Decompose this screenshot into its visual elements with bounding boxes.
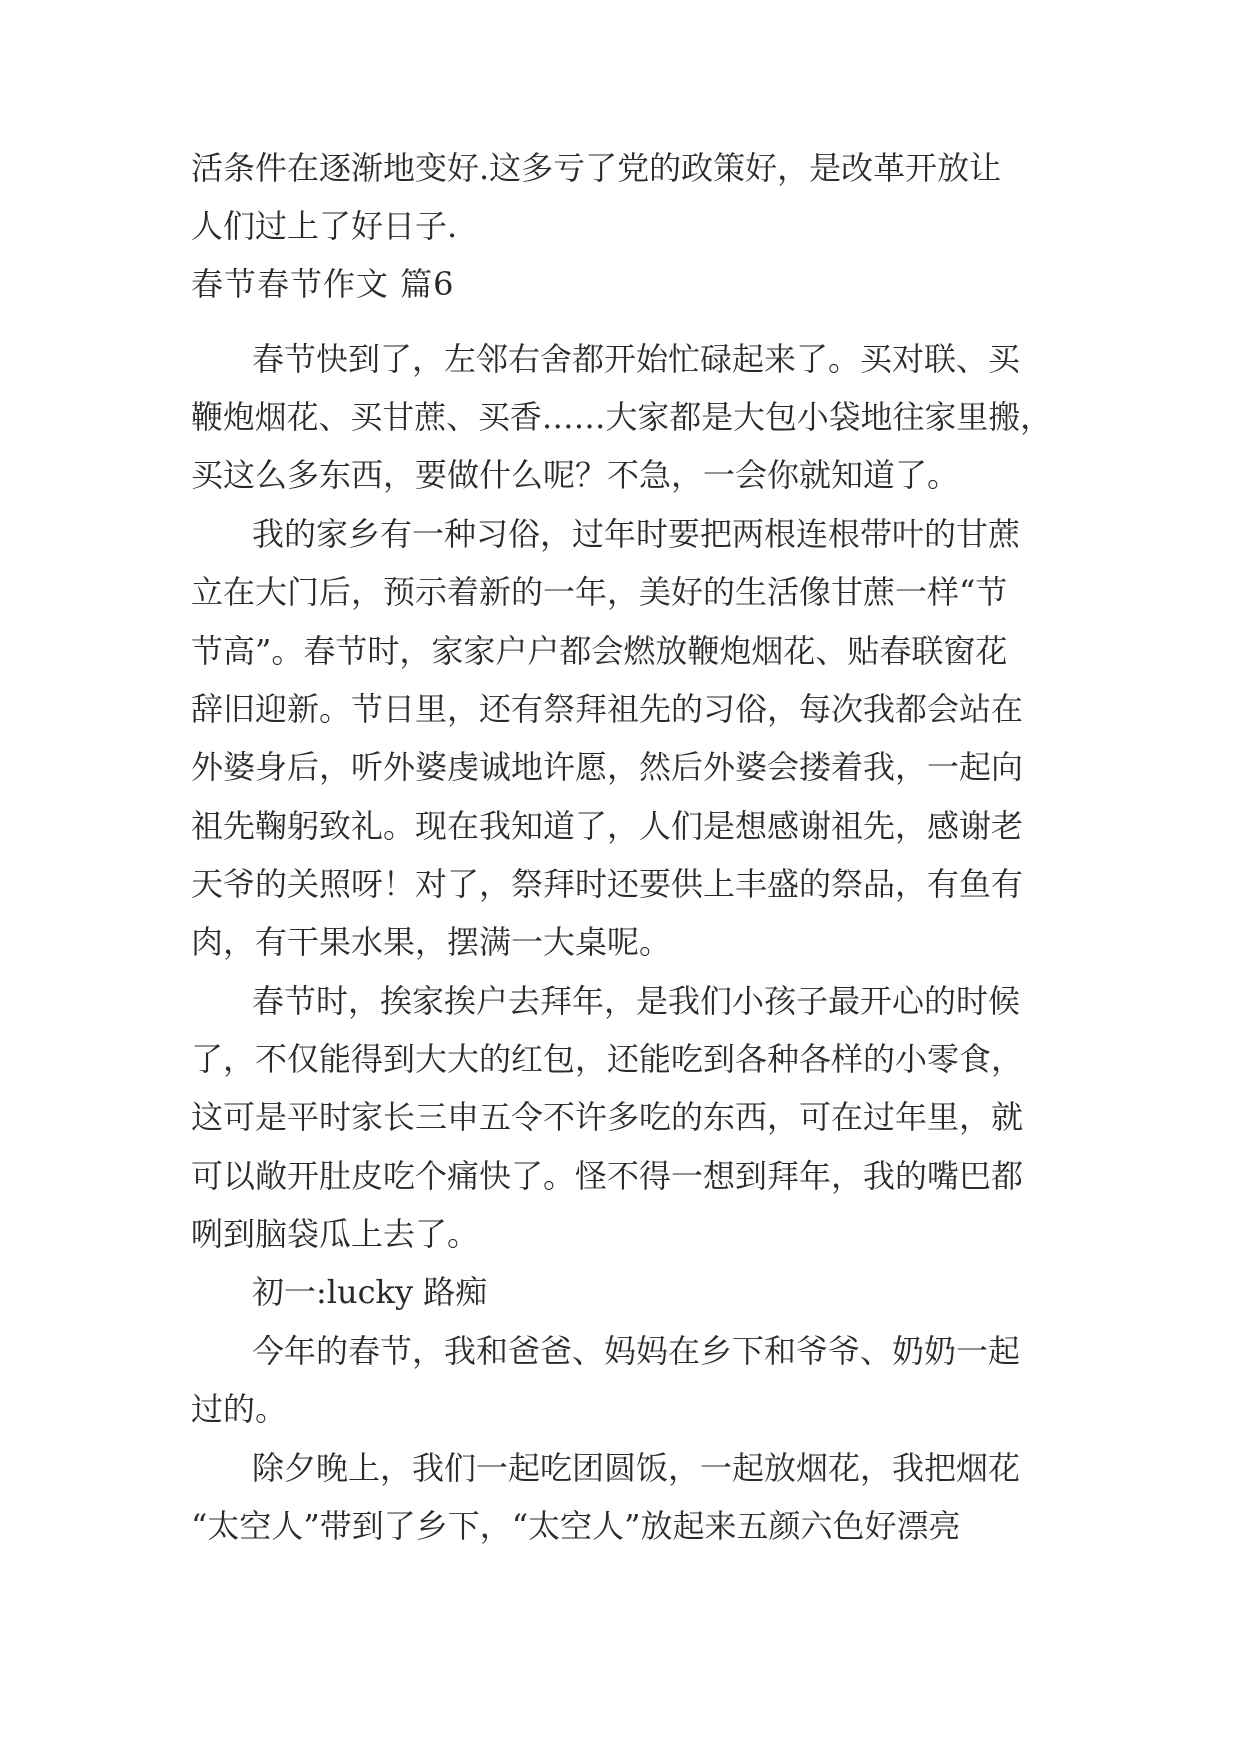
text-line: 节高”。春节时，家家户户都会燃放鞭炮烟花、贴春联窗花 (191, 632, 1008, 670)
text-line: 咧到脑袋瓜上去了。 (191, 1215, 480, 1253)
text-line: 人们过上了好日子. (191, 207, 458, 245)
text-line: 可以敞开肚皮吃个痛快了。怪不得一想到拜年，我的嘴巴都 (191, 1157, 1024, 1195)
text-line: 今年的春节，我和爸爸、妈妈在乡下和爷爷、奶奶一起 (252, 1332, 1021, 1370)
text-line: 祖先鞠躬致礼。现在我知道了，人们是想感谢祖先，感谢老 (191, 807, 1024, 845)
text-line: 肉，有干果水果，摆满一大桌呢。 (191, 923, 672, 961)
section-heading: 春节春节作文 篇6 (191, 265, 455, 303)
text-line: “太空人”带到了乡下，“太空人”放起来五颜六色好漂亮 (191, 1507, 961, 1545)
text-line: 我的家乡有一种习俗，过年时要把两根连根带叶的甘蔗 (252, 515, 1021, 553)
text-line: 天爷的关照呀！对了，祭拜时还要供上丰盛的祭品，有鱼有 (191, 865, 1024, 903)
text-line: 这可是平时家长三申五令不许多吃的东西，可在过年里，就 (191, 1098, 1024, 1136)
text-line: 鞭炮烟花、买甘蔗、买香……大家都是大包小袋地往家里搬， (191, 398, 1052, 436)
text-line: 初一:lucky 路痴 (252, 1273, 488, 1311)
text-line: 了，不仅能得到大大的红包，还能吃到各种各样的小零食， (191, 1040, 1024, 1078)
text-line: 除夕晚上，我们一起吃团圆饭，一起放烟花，我把烟花 (252, 1449, 1021, 1487)
text-line: 春节快到了，左邻右舍都开始忙碌起来了。买对联、买 (252, 340, 1021, 378)
text-line: 辞旧迎新。节日里，还有祭拜祖先的习俗，每次我都会站在 (191, 690, 1024, 728)
text-line: 春节时，挨家挨户去拜年，是我们小孩子最开心的时候 (252, 982, 1021, 1020)
text-line: 过的。 (191, 1390, 288, 1428)
text-line: 活条件在逐渐地变好.这多亏了党的政策好，是改革开放让 (191, 149, 1002, 187)
text-line: 立在大门后，预示着新的一年，美好的生活像甘蔗一样“节 (191, 573, 1008, 611)
text-line: 外婆身后，听外婆虔诚地许愿，然后外婆会搂着我，一起向 (191, 748, 1024, 786)
text-line: 买这么多东西，要做什么呢？不急，一会你就知道了。 (191, 456, 960, 494)
